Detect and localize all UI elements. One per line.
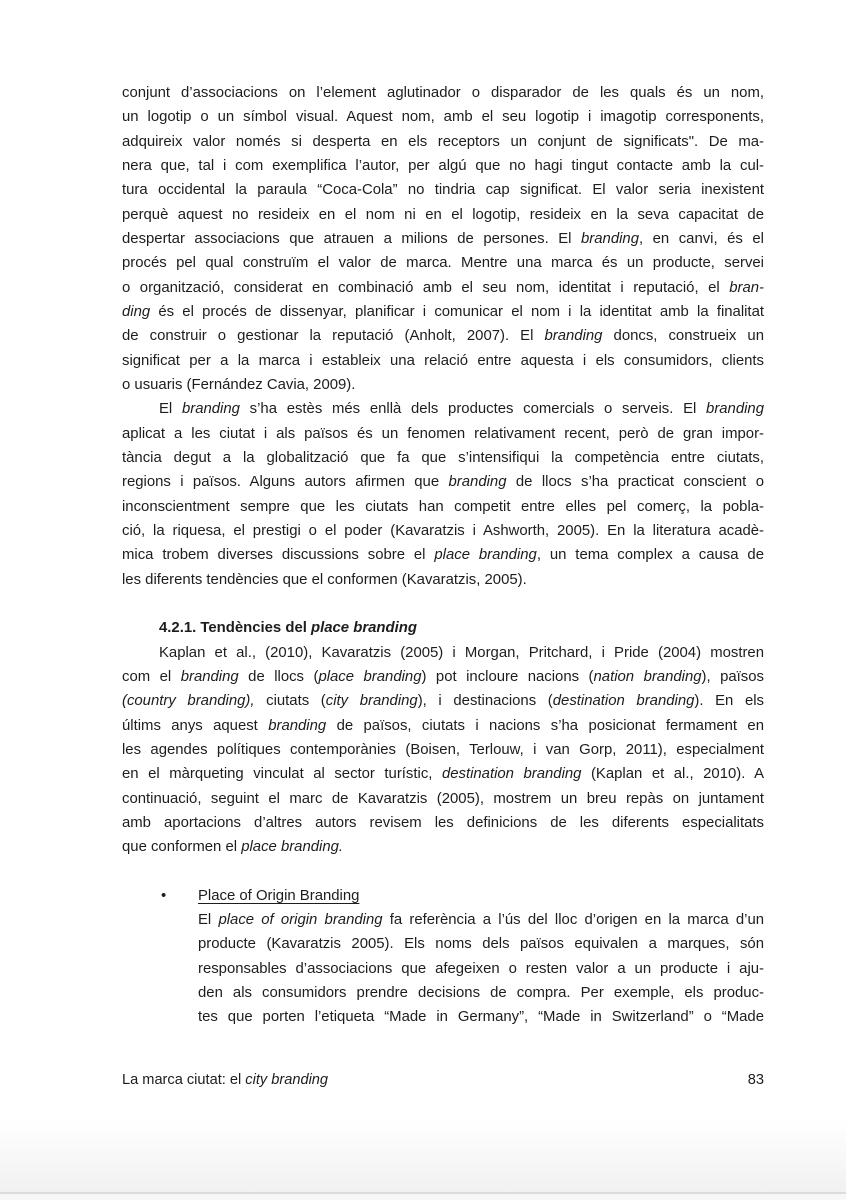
text-run: un logotip o un símbol visual. Aquest nom, amb el seu logotip i imagotip corresponents,: [122, 109, 764, 126]
text-run: producte (Kavaratzis 2005). Els noms dels països equivalen a marques, són: [198, 936, 764, 953]
italic-text: (country branding),: [122, 693, 255, 710]
text-line: [122, 543, 764, 567]
text-line: [122, 495, 764, 519]
text-run: fa referència a l’ús del lloc d’origen en la marca d’un: [382, 912, 764, 929]
text-run: com el: [122, 668, 181, 685]
italic-text: place branding: [318, 668, 422, 685]
text-line: [122, 470, 764, 494]
text-line: [122, 835, 764, 859]
text-run: de països, ciutats i nacions s’ha posicionat fermament en: [326, 717, 764, 734]
text-run: és el procés de dissenyar, planificar i comunicar el nom i la identitat amb la finalitat: [150, 303, 764, 320]
text-line: [122, 811, 764, 835]
italic-text: destination branding: [441, 766, 582, 783]
text-line: [198, 981, 764, 1005]
text-line: [122, 446, 764, 470]
text-run: significat per a la marca i estableix una relació entre aquesta i els consumidors, clients: [122, 352, 764, 369]
italic-text: branding: [448, 474, 507, 491]
paragraph: [122, 81, 764, 397]
italic-text: bran-: [729, 279, 764, 296]
text-run: o organització, considerat en combinació amb el seu nom, identitat i reputació, el: [122, 279, 730, 296]
text-line: [122, 568, 764, 592]
text-line: [122, 300, 764, 324]
text-run: 4.2.1. Tendències del: [159, 620, 312, 637]
italic-text: destination branding: [552, 693, 695, 710]
page-bottom-fade: [0, 1120, 846, 1192]
text-run: conjunt d’associacions on l’element aglutinador o disparador de les quals és un nom,: [122, 85, 764, 101]
italic-text: branding: [581, 230, 639, 247]
text-line: [122, 714, 764, 738]
italic-text: place branding: [311, 620, 417, 637]
text-run: El: [159, 401, 182, 418]
text-run: procés pel qual construïm el valor de marca. Mentre una marca és un producte, servei: [122, 255, 764, 272]
text-run: La marca ciutat: el: [122, 1072, 246, 1088]
text-line: [198, 908, 764, 932]
italic-text: nation branding: [593, 668, 702, 685]
text-line: [122, 227, 764, 251]
text-run: responsables d’associacions que afegeixen o resten valor a un producte i aju-: [198, 960, 764, 977]
text-line: [122, 203, 764, 227]
page-bottom-margin: [0, 1194, 846, 1200]
text-run: les agendes polítiques contemporànies (Boisen, Terlouw, i van Gorp, 2011), especialment: [122, 741, 764, 758]
text-run: despertar associacions que atrauen a milions de persones. El: [122, 230, 582, 247]
text-line: [122, 130, 764, 154]
text-run: o usuaris (Fernández Cavia, 2009).: [122, 376, 356, 393]
text-line: [122, 154, 764, 178]
bullet-marker-icon: •: [161, 887, 167, 904]
text-run: tes que porten l’etiqueta “Made in Germany”, “Made in Switzerland” o “Made: [198, 1009, 764, 1026]
italic-text: branding: [544, 328, 603, 345]
text-run: de llocs s’ha practicat conscient o: [506, 474, 764, 491]
text-line: [122, 105, 764, 129]
text-run: de llocs (: [238, 668, 319, 685]
italic-text: city branding: [245, 1072, 329, 1088]
italic-text: place branding: [434, 547, 537, 564]
text-line: [122, 762, 764, 786]
text-run: les diferents tendències que el conformen (Kavaratzis, 2005).: [122, 571, 527, 588]
text-line: [122, 787, 764, 811]
text-run: de construir o gestionar la reputació (Anholt, 2007). El: [122, 328, 545, 345]
paragraph: [122, 397, 764, 592]
text-run: , en canvi, és el: [638, 230, 764, 247]
italic-text: city branding: [325, 693, 418, 710]
italic-text: branding: [181, 401, 240, 418]
text-line: [122, 397, 764, 421]
text-line: [122, 251, 764, 275]
text-run: ) pot incloure nacions (: [421, 668, 594, 685]
text-line: [122, 641, 764, 665]
text-run: (Kaplan et al., 2010). A: [581, 766, 764, 783]
text-run: últims anys aquest: [122, 717, 269, 734]
italic-text: place branding.: [241, 839, 344, 856]
text-run: en el màrqueting vinculat al sector turístic,: [122, 766, 442, 783]
text-run: ciutats (: [254, 693, 326, 710]
text-run: El: [198, 912, 219, 929]
text-run: perquè aquest no resideix en el nom ni en el logotip, resideix en la seva capacitat de: [122, 206, 764, 223]
text-run: continuació, seguint el marc de Kavaratzis (2005), mostrem un breu repàs on juntament: [122, 790, 764, 807]
text-run: , un tema complex a causa de: [536, 547, 764, 564]
page-content: [122, 81, 764, 1030]
text-line: [122, 178, 764, 202]
text-line: [122, 81, 764, 105]
text-run: nera que, tal i com exemplifica l’autor, per algú que no hagi tingut contacte amb la cul-: [122, 157, 764, 174]
text-run: tura occidental la paraula “Coca-Cola” no tindria cap significat. El valor seria inexistent: [122, 182, 764, 199]
text-run: mica trobem diverses discussions sobre el: [122, 547, 435, 564]
bullet-title: [198, 884, 764, 908]
italic-text: branding: [180, 668, 239, 685]
text-line: [122, 519, 764, 543]
text-line: [122, 616, 764, 640]
text-line: [198, 1005, 764, 1029]
text-run: tància degut a la globalització que fa que s’intensifiqui la competència entre ciutats,: [122, 449, 764, 466]
text-run: aplicat a les ciutat i als països és un fenomen relativament recent, però de gran impor-: [122, 425, 764, 442]
text-run: que conformen el: [122, 839, 242, 856]
italic-text: ding: [122, 303, 151, 320]
text-line: [122, 689, 764, 713]
text-line: [122, 349, 764, 373]
text-line: [122, 738, 764, 762]
text-line: [198, 932, 764, 956]
text-run: ció, la riquesa, el prestigi o el poder (Kavaratzis i Ashworth, 2005). En la literatura acadè-: [122, 522, 764, 539]
text-run: s’ha estès més enllà dels productes comercials o serveis. El: [239, 401, 707, 418]
italic-text: branding: [706, 401, 764, 418]
text-line: [122, 276, 764, 300]
paragraph: [122, 641, 764, 860]
text-line: [122, 324, 764, 348]
text-run: Kaplan et al., (2010), Kavaratzis (2005) i Morgan, Pritchard, i Pride (2004) mostren: [159, 644, 764, 661]
underlined-text: Place of Origin Branding: [198, 887, 360, 904]
text-run: adquireix valor només si desperta en els receptors un conjunt de significats". De ma-: [122, 133, 764, 150]
page-footer: [122, 1070, 764, 1090]
text-run: den als consumidors prendre decisions de compra. Per exemple, els produc-: [198, 985, 764, 1002]
text-run: ), i destinacions (: [417, 693, 553, 710]
text-run: regions i països. Alguns autors afirmen que: [122, 474, 449, 491]
italic-text: branding: [268, 717, 327, 734]
text-line: [122, 373, 764, 397]
bullet-item: [122, 884, 764, 1030]
text-run: ), països: [701, 668, 764, 685]
italic-text: place of origin branding: [218, 912, 383, 929]
text-line: [198, 957, 764, 981]
text-line: [122, 665, 764, 689]
section-heading: [122, 616, 764, 640]
footer-running-title: [122, 1070, 328, 1090]
text-run: amb aportacions d’altres autors revisem les definicions de les diferents especialitats: [122, 814, 764, 831]
text-run: ). En els: [694, 693, 764, 710]
footer-page-number: 83: [747, 1072, 764, 1088]
text-line: [122, 422, 764, 446]
text-run: doncs, construeix un: [602, 328, 764, 345]
text-run: inconscientment sempre que les ciutats han competit entre elles pel comerç, la pobla-: [122, 498, 764, 515]
